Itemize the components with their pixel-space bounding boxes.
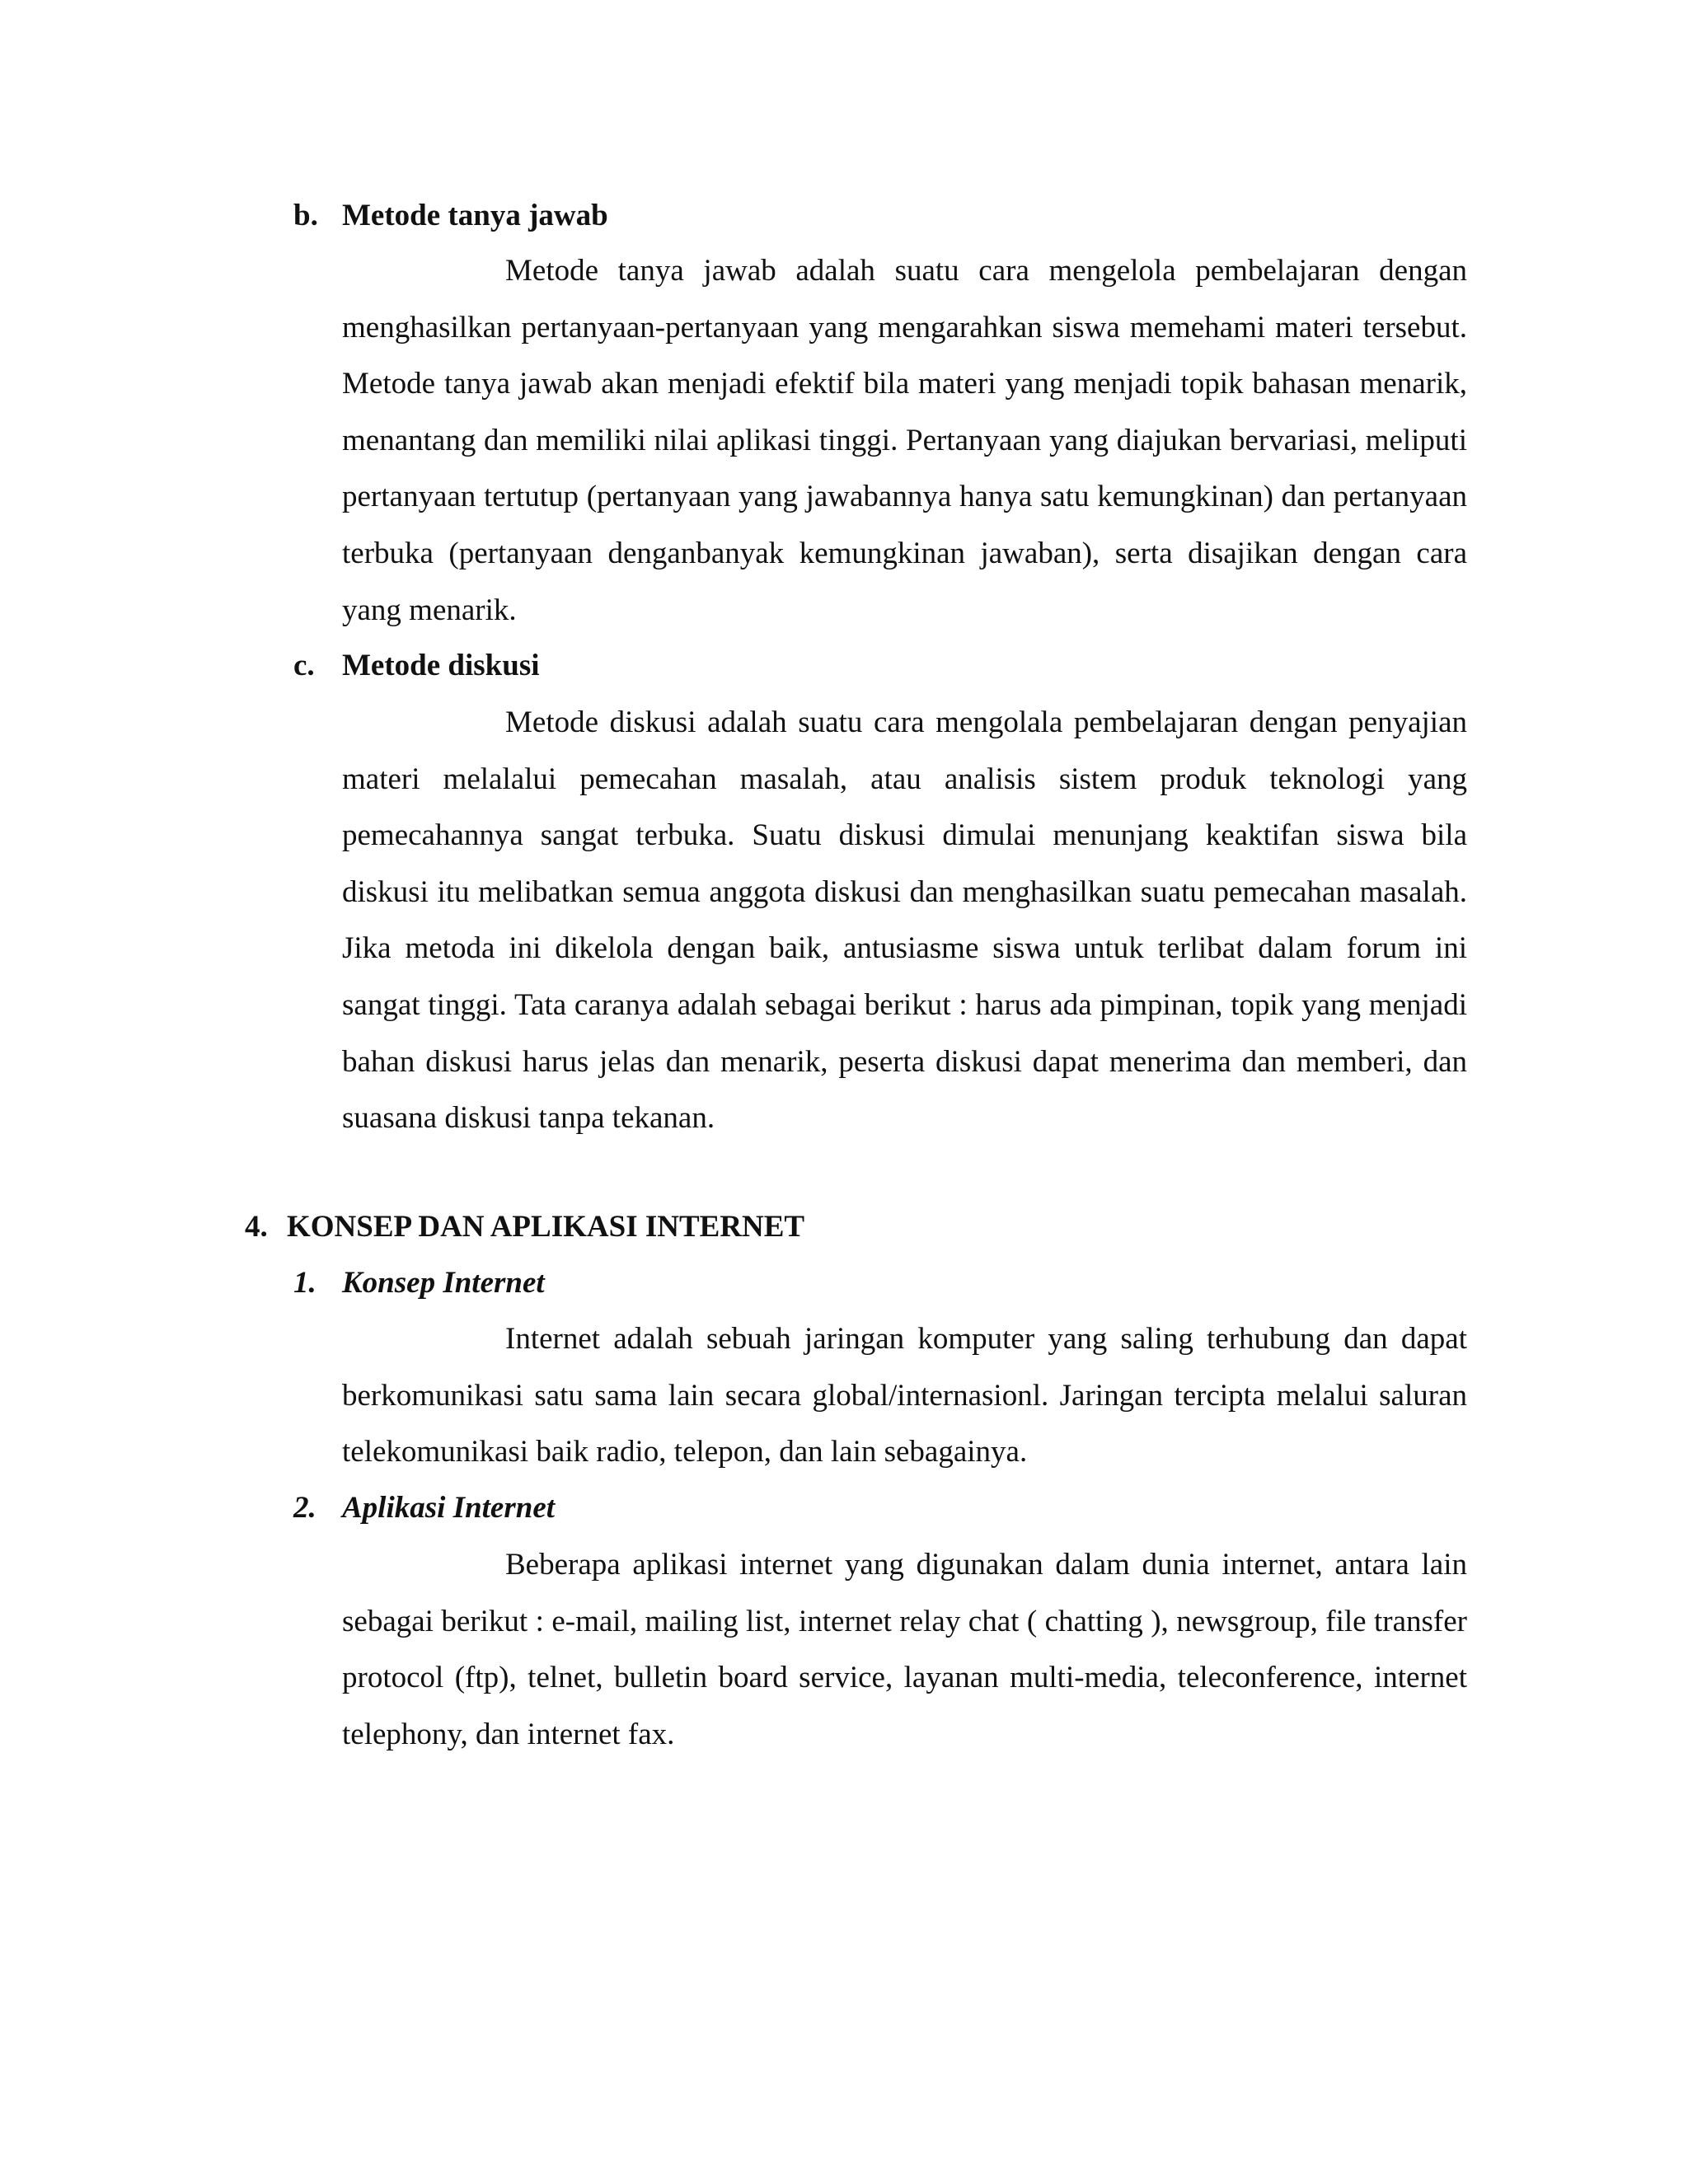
- subsection-1-heading: [293, 1265, 545, 1301]
- section-b-heading: [293, 198, 608, 234]
- section-c-title: Metode diskusi: [342, 649, 540, 682]
- subsection-2-heading: [293, 1490, 555, 1526]
- subsection-2-marker: 2.: [293, 1491, 316, 1525]
- section-c-paragraph: Metode diskusi adalah suatu cara mengolala pembelajaran dengan penyajian materi melalalui pemecahan masalah, atau analisis sistem produk teknologi yang pemecahannya sangat terbuka. Suatu diskusi dimulai menunjang keaktifan siswa bila diskusi itu melibatkan semua anggota diskusi dan menghasilkan suatu pemecahan masalah. Jika metoda ini dikelola dengan baik, antusiasme siswa untuk terlibat dalam forum ini sangat tinggi. Tata caranya adalah sebagai berikut : harus ada pimpinan, topik yang menjadi bahan diskusi harus jelas dan menarik, peserta diskusi dapat menerima dan memberi, dan suasana diskusi tanpa tekanan.: [342, 705, 1467, 1136]
- section-c-heading: [293, 648, 540, 684]
- subsection-2-title: Aplikasi Internet: [342, 1491, 556, 1525]
- section-4-title: KONSEP DAN APLIKASI INTERNET: [287, 1210, 805, 1244]
- section-b-title: Metode tanya jawab: [342, 199, 608, 232]
- subsection-1-title: Konsep Internet: [342, 1266, 545, 1300]
- subsection-2-paragraph: Beberapa aplikasi internet yang digunakan dalam dunia internet, antara lain sebagai berikut : e-mail, mailing list, internet relay chat ( chatting ), newsgroup, file transfer protocol (ftp), telnet, bulletin board service, layanan multi-media, teleconference, internet telephony, dan internet fax.: [342, 1548, 1467, 1751]
- subsection-1-paragraph: Internet adalah sebuah jaringan komputer yang saling terhubung dan dapat berkomunikasi satu sama lain secara global/internasionl. Jaringan tercipta melalui saluran telekomunikasi baik radio, telepon, dan lain sebagainya.: [342, 1322, 1467, 1469]
- section-4-heading: [245, 1209, 804, 1245]
- section-4-marker: 4.: [245, 1210, 268, 1244]
- section-c-marker: c.: [293, 649, 315, 682]
- section-b-paragraph: Metode tanya jawab adalah suatu cara mengelola pembelajaran dengan menghasilkan pertanyaan-pertanyaan yang mengarahkan siswa memehami materi tersebut. Metode tanya jawab akan menjadi efektif bila materi yang menjadi topik bahasan menarik, menantang dan memiliki nilai aplikasi tinggi. Pertanyaan yang diajukan bervariasi, meliputi pertanyaan tertutup (pertanyaan yang jawabannya hanya satu kemungkinan) dan pertanyaan terbuka (pertanyaan denganbanyak kemungkinan jawaban), serta disajikan dengan cara yang menarik.: [342, 254, 1467, 627]
- section-b-marker: b.: [293, 199, 318, 232]
- subsection-1-marker: 1.: [293, 1266, 316, 1300]
